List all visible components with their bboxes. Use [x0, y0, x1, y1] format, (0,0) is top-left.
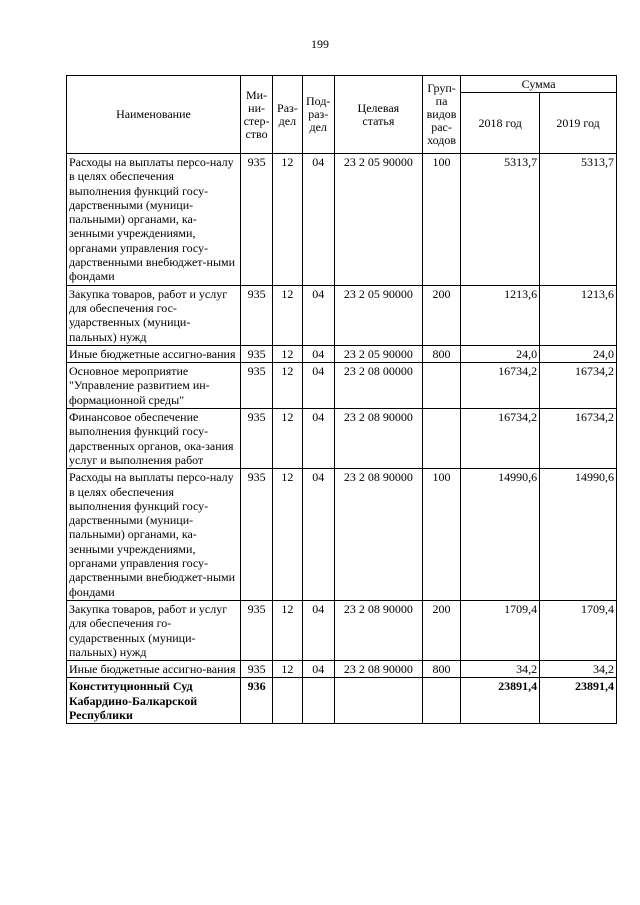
header-subsection: Под- раз- дел: [302, 76, 334, 154]
row-sum-2018: 1709,4: [461, 600, 540, 660]
row-group: 100: [422, 469, 460, 601]
table-row: [67, 363, 617, 409]
row-ministry: 935: [240, 409, 272, 469]
row-section: 12: [273, 600, 302, 660]
row-subsection: 04: [302, 469, 334, 601]
row-group: 100: [422, 154, 460, 286]
row-group: 200: [422, 600, 460, 660]
row-ministry: 935: [240, 363, 272, 409]
row-name: Основное мероприятие "Управление развитием ин-формационной среды": [67, 363, 241, 409]
row-target: 23 2 08 90000: [334, 409, 422, 469]
table-row: [67, 345, 617, 362]
row-ministry: 935: [240, 469, 272, 601]
row-subsection: 04: [302, 285, 334, 345]
row-name: Иные бюджетные ассигно-вания: [67, 345, 241, 362]
row-sum-2018: 14990,6: [461, 469, 540, 601]
row-sum-2019: 24,0: [540, 345, 617, 362]
header-sum: Сумма: [461, 76, 617, 93]
row-target: 23 2 08 90000: [334, 600, 422, 660]
row-subsection: 04: [302, 661, 334, 678]
row-sum-2018: 23891,4: [461, 678, 540, 724]
row-sum-2018: 16734,2: [461, 363, 540, 409]
row-group: [422, 678, 460, 724]
page-number: 199: [311, 37, 329, 51]
table-row: [67, 600, 617, 660]
row-section: 12: [273, 469, 302, 601]
row-name: Иные бюджетные ассигно-вания: [67, 661, 241, 678]
row-sum-2018: 24,0: [461, 345, 540, 362]
table-row: [67, 678, 617, 724]
table-row: [67, 285, 617, 345]
row-target: 23 2 05 90000: [334, 285, 422, 345]
row-sum-2019: 1213,6: [540, 285, 617, 345]
table-row: [67, 469, 617, 601]
table-row: [67, 661, 617, 678]
table-row: [67, 154, 617, 286]
row-group: 800: [422, 345, 460, 362]
header-target: Целевая статья: [334, 76, 422, 154]
header-ministry: Ми- ни- стер- ство: [240, 76, 272, 154]
header-year-2018: 2018 год: [461, 93, 540, 154]
row-ministry: 935: [240, 345, 272, 362]
row-sum-2018: 1213,6: [461, 285, 540, 345]
row-sum-2019: 16734,2: [540, 409, 617, 469]
header-year-2019: 2019 год: [540, 93, 617, 154]
row-section: 12: [273, 154, 302, 286]
row-sum-2018: 5313,7: [461, 154, 540, 286]
row-ministry: 935: [240, 600, 272, 660]
row-section: 12: [273, 345, 302, 362]
row-subsection: 04: [302, 363, 334, 409]
budget-table: [66, 75, 617, 724]
row-name: Закупка товаров, работ и услуг для обеспечения го-сударственных (муници-пальных) нужд: [67, 600, 241, 660]
row-sum-2019: 14990,6: [540, 469, 617, 601]
row-section: 12: [273, 409, 302, 469]
row-subsection: 04: [302, 345, 334, 362]
row-name: Конституционный Суд Кабардино-Балкарской Республики: [67, 678, 241, 724]
row-ministry: 935: [240, 154, 272, 286]
row-ministry: 935: [240, 285, 272, 345]
row-name: Расходы на выплаты персо-налу в целях обеспечения выполнения функций госу-дарственными (муници-пальными) органами, ка-зенными учреждениями, органами управления госу-дарственными внебюджет-ными фондами: [67, 154, 241, 286]
row-ministry: 935: [240, 661, 272, 678]
row-subsection: 04: [302, 409, 334, 469]
row-name: Финансовое обеспечение выполнения функций госу-дарственных органов, ока-зания услуг и выполнения работ: [67, 409, 241, 469]
row-target: 23 2 05 90000: [334, 154, 422, 286]
row-sum-2019: 1709,4: [540, 600, 617, 660]
row-section: 12: [273, 285, 302, 345]
row-sum-2019: 34,2: [540, 661, 617, 678]
row-section: 12: [273, 661, 302, 678]
row-name: Расходы на выплаты персо-налу в целях обеспечения выполнения функций госу-дарственными (муници-пальными) органами, ка-зенными учреждениями, органами управления госу-дарственными внебюджет-ными фондами: [67, 469, 241, 601]
row-section: [273, 678, 302, 724]
header-group: Груп- па видов рас- ходов: [422, 76, 460, 154]
row-sum-2019: 5313,7: [540, 154, 617, 286]
row-group: [422, 363, 460, 409]
row-target: 23 2 08 00000: [334, 363, 422, 409]
row-group: 200: [422, 285, 460, 345]
row-subsection: [302, 678, 334, 724]
row-target: 23 2 08 90000: [334, 661, 422, 678]
row-name: Закупка товаров, работ и услуг для обеспечения гос-ударственных (муници-пальных) нужд: [67, 285, 241, 345]
header-section: Раз- дел: [273, 76, 302, 154]
row-ministry: 936: [240, 678, 272, 724]
row-sum-2018: 16734,2: [461, 409, 540, 469]
row-group: [422, 409, 460, 469]
header-name: Наименование: [67, 76, 241, 154]
row-subsection: 04: [302, 600, 334, 660]
row-sum-2018: 34,2: [461, 661, 540, 678]
row-target: 23 2 08 90000: [334, 469, 422, 601]
row-subsection: 04: [302, 154, 334, 286]
row-group: 800: [422, 661, 460, 678]
row-sum-2019: 16734,2: [540, 363, 617, 409]
row-sum-2019: 23891,4: [540, 678, 617, 724]
table-row: [67, 409, 617, 469]
row-section: 12: [273, 363, 302, 409]
row-target: 23 2 05 90000: [334, 345, 422, 362]
row-target: [334, 678, 422, 724]
